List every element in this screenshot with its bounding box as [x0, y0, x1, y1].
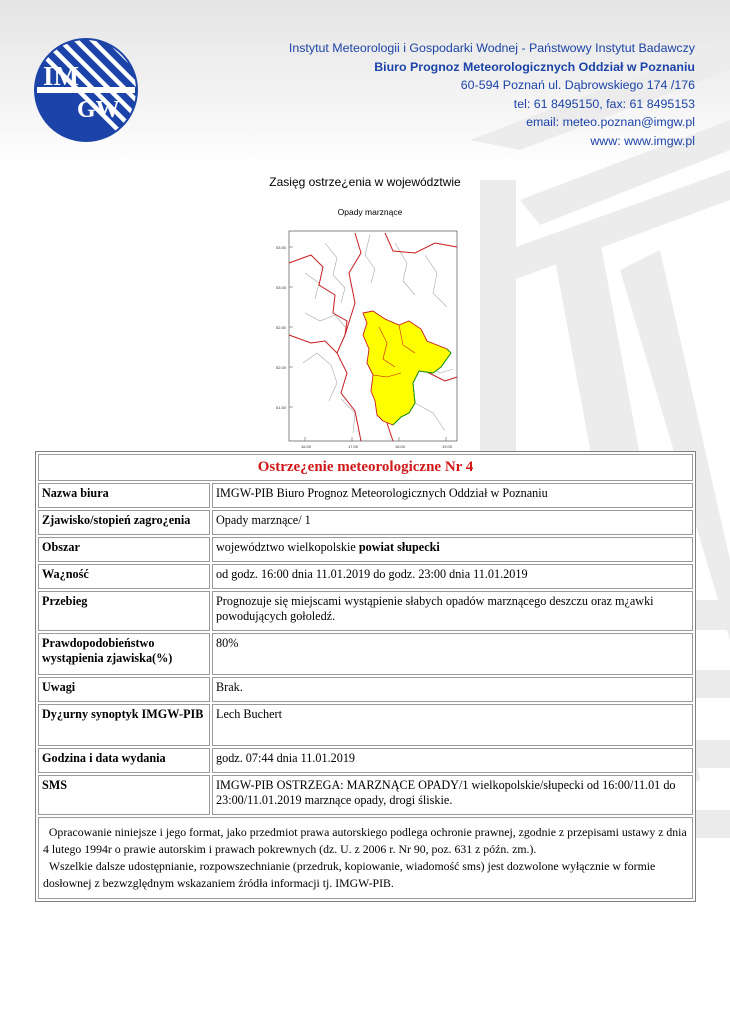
- validity-value: od godz. 16:00 dnia 11.01.2019 do godz. 23:00 dnia 11.01.2019: [212, 564, 693, 589]
- imgw-logo: [33, 37, 139, 143]
- lon-tick: 18.00: [395, 444, 406, 449]
- office-email[interactable]: email: meteo.poznan@imgw.pl: [526, 115, 695, 130]
- issued-label: Godzina i data wydania: [38, 748, 210, 773]
- issued-value: godz. 07:44 dnia 11.01.2019: [212, 748, 693, 773]
- remarks-value: Brak.: [212, 677, 693, 702]
- course-value: Prognozuje się miejscami wystąpienie słabych opadów marznącego deszczu oraz m¿awki powodujących gołoledź.: [212, 591, 693, 631]
- map-heading: Zasięg ostrze¿enia w województwie: [269, 175, 461, 189]
- phenomenon-label: Zjawisko/stopień zagro¿enia: [38, 510, 210, 535]
- header-contact: [225, 39, 695, 151]
- logo-text-top: IM: [43, 61, 79, 91]
- copyright-p1: Opracowanie niniejsze i jego format, jako przedmiot prawa autorskiego podlega ochronie prawnej, zgodnie z przepisami ustawy z dnia 4 lutego 1994r o prawie autorskim i prawach pokrewnych (dz. U. z 2006 r. Nr 90, poz. 631 z późn. zm.).: [43, 825, 687, 856]
- duty-value: Lech Buchert: [212, 704, 693, 746]
- area-label: Obszar: [38, 537, 210, 562]
- office-label: Nazwa biura: [38, 483, 210, 508]
- lat-tick: 52.50: [276, 325, 287, 330]
- course-label: Przebieg: [38, 591, 210, 631]
- warning-title: Ostrze¿enie meteorologiczne Nr 4: [38, 454, 693, 481]
- lat-tick: 53.00: [276, 285, 287, 290]
- office-www[interactable]: www: www.imgw.pl: [590, 133, 695, 148]
- validity-label: Wa¿ność: [38, 564, 210, 589]
- duty-label: Dy¿urny synoptyk IMGW-PIB: [38, 704, 210, 746]
- lat-tick: 53.50: [276, 245, 287, 250]
- office-phone: tel: 61 8495150, fax: 61 8495153: [513, 96, 695, 111]
- institute-name: Instytut Meteorologii i Gospodarki Wodnej - Państwowy Instytut Badawczy: [288, 41, 695, 55]
- lon-tick: 17.00: [348, 444, 359, 449]
- probability-label: Prawdopodobieństwo wystąpienia zjawiska(%): [38, 633, 210, 675]
- map-title: Opady marznące: [337, 207, 403, 217]
- sms-value: IMGW-PIB OSTRZEGA: MARZNĄCE OPADY/1 wielkopolskie/słupecki od 16:00/11.01 do 23:00/11.01.2019 marznące opady, drogi śliskie.: [212, 775, 693, 815]
- remarks-label: Uwagi: [38, 677, 210, 702]
- area-value-bold: powiat słupecki: [358, 540, 440, 554]
- warning-table: [35, 451, 696, 902]
- copyright-notice: [38, 817, 693, 899]
- warning-map: [275, 203, 465, 453]
- office-value: IMGW-PIB Biuro Prognoz Meteorologicznych Oddział w Poznaniu: [212, 483, 693, 508]
- lat-tick: 51.50: [276, 405, 287, 410]
- area-value-prefix: województwo wielkopolskie: [216, 540, 359, 554]
- lon-tick: 19.00: [442, 444, 453, 449]
- copyright-p2: Wszelkie dalsze udostępnianie, rozpowszechnianie (przedruk, kopiowanie, wiadomość sms) jest dozwolone wyłącznie w formie dosłownej z bezwzględnym wskazaniem źródła informacji tj. IMGW-PIB.: [43, 859, 656, 890]
- lat-tick: 52.00: [276, 365, 287, 370]
- sms-label: SMS: [38, 775, 210, 815]
- probability-value: 80%: [212, 633, 693, 675]
- lon-tick: 16.00: [301, 444, 312, 449]
- office-name: Biuro Prognoz Meteorologicznych Oddział w Poznaniu: [374, 59, 695, 74]
- phenomenon-value: Opady marznące/ 1: [212, 510, 693, 535]
- logo-text-bottom: GW: [77, 97, 120, 123]
- area-value: [212, 537, 693, 562]
- office-address: 60-594 Poznań ul. Dąbrowskiego 174 /176: [460, 78, 695, 93]
